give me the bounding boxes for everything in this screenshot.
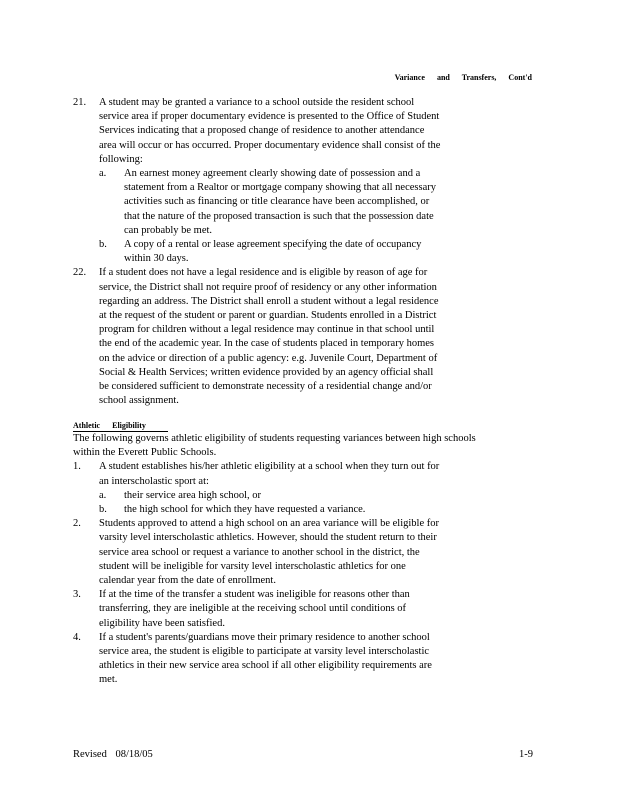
subitem-text-line: that the nature of the proposed transaction is such that the possession date — [124, 210, 434, 222]
eligibility-item-text-line: transferring, they are ineligible at the receiving school until conditions of — [99, 603, 407, 615]
subitem-text-line: statement from a Realtor or mortgage company showing that all necessary — [124, 182, 436, 194]
eligibility-item-text-line: service area school or request a variance to another school in the district, the — [99, 546, 420, 558]
eligibility-item-number: 4. — [73, 631, 81, 643]
eligibility-item-text-line: Students approved to attend a high school on an area variance will be eligible for — [99, 518, 439, 530]
item-text-line: school assignment. — [99, 395, 179, 407]
item-text-line: following: — [99, 153, 143, 165]
item-text-line: A student may be granted a variance to a school outside the resident school — [99, 97, 415, 108]
subitem-text-line: activities such as financing or title clearance have been accomplished, or — [124, 196, 430, 208]
eligibility-item-text-line: eligibility have been satisfied. — [99, 617, 225, 629]
eligibility-item-number: 2. — [73, 518, 81, 530]
eligibility-item-text-line: varsity level interscholastic athletics. However, should the student return to their — [99, 532, 437, 544]
footer-page-number: 1-9 — [519, 749, 533, 760]
subitem-text-line: An earnest money agreement clearly showing date of possession and a — [124, 168, 421, 179]
subitem-text-line: A copy of a rental or lease agreement specifying the date of occupancy — [124, 239, 422, 250]
item-number: 22. — [73, 267, 87, 279]
section-intro-line: within the Everett Public Schools. — [73, 447, 217, 459]
eligibility-item-text-line: A student establishes his/her athletic eligibility at a school when they turn out for — [99, 461, 440, 473]
eligibility-item-text-line: If at the time of the transfer a student was ineligible for reasons other than — [99, 589, 410, 601]
item-text-line: If a student does not have a legal residence and is eligible by reason of age for — [99, 267, 428, 279]
eligibility-item-text-line: met. — [99, 674, 118, 686]
footer-revised-date: Revised 08/18/05 — [73, 749, 153, 760]
eligibility-item-text-line: service area, the student is eligible to participate at varsity level interscholastic — [99, 646, 430, 657]
eligibility-item-text-line: athletics in their new service area school if all other eligibility requirements are — [99, 660, 432, 672]
eligibility-item-number: 1. — [73, 461, 81, 473]
subitem-letter: a. — [99, 168, 107, 179]
subitem-letter: b. — [99, 239, 107, 250]
eligibility-item-number: 3. — [73, 589, 81, 601]
eligibility-subitem-text-line: their service area high school, or — [124, 489, 262, 501]
eligibility-subitem-text-line: the high school for which they have requested a variance. — [124, 504, 366, 515]
section-intro-line: The following governs athletic eligibility of students requesting variances between high schools — [73, 433, 476, 444]
item-text-line: on the advice or direction of a public agency: e.g. Juvenile Court, Department of — [99, 352, 438, 364]
item-text-line: Services indicating that a proposed change of residence to another attendance — [99, 125, 425, 137]
item-text-line: regarding an address. The District shall enroll a student without a legal residence — [99, 295, 439, 307]
eligibility-subitem-letter: b. — [99, 504, 107, 515]
eligibility-item-text-line: student will be ineligible for varsity level interscholastic athletics for one — [99, 560, 406, 572]
item-text-line: area will occur or has occurred. Proper documentary evidence shall consist of the — [99, 139, 441, 151]
eligibility-item-text-line: If a student's parents/guardians move their primary residence to another school — [99, 631, 430, 643]
eligibility-subitem-letter: a. — [99, 489, 107, 501]
subitem-text-line: can probably be met. — [124, 224, 213, 236]
running-header: Variance and Transfers, Cont'd — [394, 73, 532, 82]
item-text-line: program for children without a legal residence may continue in that school until — [99, 324, 435, 336]
item-text-line: at the request of the student or parent or guardian. Students enrolled in a District — [99, 310, 437, 321]
item-text-line: the end of the academic year. In the case of students placed in temporary homes — [99, 338, 434, 350]
item-text-line: Social & Health Services; written evidence provided by an agency official shall — [99, 366, 434, 378]
item-text-line: be considered sufficient to demonstrate necessity of a residential change and/or — [99, 381, 432, 392]
item-text-line: service area if proper documentary evidence is presented to the Office of Student — [99, 111, 440, 123]
item-text-line: service, the District shall not require proof of residency or any other information — [99, 281, 437, 293]
item-number: 21. — [73, 97, 87, 108]
eligibility-item-text-line: calendar year from the date of enrollment. — [99, 575, 276, 586]
eligibility-item-text-line: an interscholastic sport at: — [99, 475, 209, 487]
subitem-text-line: within 30 days. — [124, 253, 189, 265]
section-heading-athletic-eligibility: Athletic Eligibility — [73, 421, 168, 432]
